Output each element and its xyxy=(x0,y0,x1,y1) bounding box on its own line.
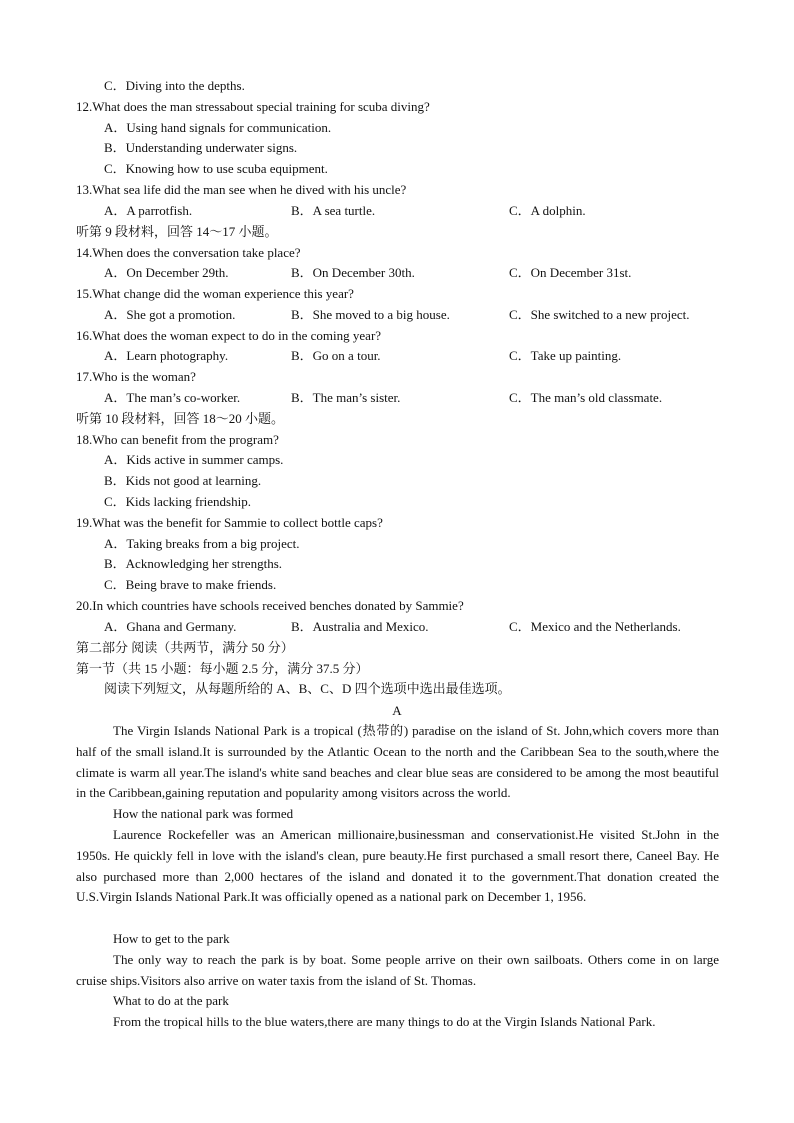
q12-option-c: C．Knowing how to use scuba equipment. xyxy=(104,161,328,176)
q11-option-c: C．Diving into the depths. xyxy=(104,78,245,93)
q12-option-a: A．Using hand signals for communication. xyxy=(104,120,332,135)
section-9-heading: 听第 9 段材料，回答 14～17 小题。 xyxy=(76,224,278,239)
q20-option-a: A．Ghana and Germany. xyxy=(104,619,237,634)
q16-option-a: A．Learn photography. xyxy=(104,348,229,363)
question-text: What change did the woman experience this year? xyxy=(92,286,354,301)
question-text: What does the man stressabout special training for scuba diving? xyxy=(92,99,430,114)
question-text: What does the woman expect to do in the coming year? xyxy=(92,328,382,343)
question-text: In which countries have schools received benches donated by Sammie? xyxy=(92,598,464,613)
q14-option-c: C．On December 31st. xyxy=(509,265,632,280)
passage-paragraph-1: The Virgin Islands National Park is a tropical (热带的) paradise on the island of St. John,which covers more than half of the small island.It is surrounded by the Atlantic Ocean to the north and the Caribbean Sea to the south,where the climate is warm all year.The island's white sand beaches and clear blue seas are considered to be among the most beautiful in the Caribbean,gaining reputation and popularity among visitors across the world. xyxy=(76,723,719,801)
question-number: 19. xyxy=(76,515,93,530)
q15-option-a: A．She got a promotion. xyxy=(104,307,236,322)
question-number: 14. xyxy=(76,245,93,260)
question-18 xyxy=(76,432,279,448)
q19-option-c: C．Being brave to make friends. xyxy=(104,577,277,592)
passage-subheading-what-to-do: What to do at the park xyxy=(113,993,229,1008)
passage-letter: A xyxy=(392,703,402,718)
question-15 xyxy=(76,286,354,302)
passage-subheading-formed: How the national park was formed xyxy=(113,806,294,821)
q19-option-a: A．Taking breaks from a big project. xyxy=(104,536,300,551)
question-text: Who can benefit from the program? xyxy=(92,432,279,447)
q18-option-c: C．Kids lacking friendship. xyxy=(104,494,251,509)
part-2-heading: 第二部分 阅读（共两节，满分 50 分） xyxy=(76,640,294,655)
question-text: What sea life did the man see when he dived with his uncle? xyxy=(92,182,407,197)
q14-option-a: A．On December 29th. xyxy=(104,265,229,280)
q18-option-a: A．Kids active in summer camps. xyxy=(104,452,284,467)
section-1-heading: 第一节（共 15 小题：每小题 2.5 分，满分 37.5 分） xyxy=(76,661,369,676)
section-10-heading: 听第 10 段材料，回答 18～20 小题。 xyxy=(76,411,285,426)
question-number: 12. xyxy=(76,99,93,114)
q20-option-b: B．Australia and Mexico. xyxy=(291,619,429,634)
question-text: When does the conversation take place? xyxy=(92,245,301,260)
q18-option-b: B．Kids not good at learning. xyxy=(104,473,262,488)
q15-option-c: C．She switched to a new project. xyxy=(509,307,690,322)
q17-option-c: C．The man’s old classmate. xyxy=(509,390,663,405)
passage-paragraph-3: The only way to reach the park is by boat. Some people arrive on their own sailboats. Others come in on large cruise ships.Visitors also arrive on water taxis from the island of St. Thomas. xyxy=(76,952,719,988)
reading-instruction: 阅读下列短文，从每题所给的 A、B、C、D 四个选项中选出最佳选项。 xyxy=(104,681,511,696)
q16-option-c: C．Take up painting. xyxy=(509,348,622,363)
question-13 xyxy=(76,182,406,198)
passage-paragraph-4: From the tropical hills to the blue waters,there are many things to do at the Virgin Islands National Park. xyxy=(113,1014,656,1029)
question-20 xyxy=(76,598,464,614)
question-14 xyxy=(76,245,301,261)
question-number: 16. xyxy=(76,328,93,343)
question-number: 13. xyxy=(76,182,93,197)
q17-option-b: B．The man’s sister. xyxy=(291,390,401,405)
q15-option-b: B．She moved to a big house. xyxy=(291,307,450,322)
q13-option-b: B．A sea turtle. xyxy=(291,203,376,218)
q17-option-a: A．The man’s co-worker. xyxy=(104,390,241,405)
question-number: 15. xyxy=(76,286,93,301)
q16-option-b: B．Go on a tour. xyxy=(291,348,381,363)
question-number: 17. xyxy=(76,369,93,384)
passage-subheading-get-to: How to get to the park xyxy=(113,931,230,946)
q13-option-c: C．A dolphin. xyxy=(509,203,586,218)
q19-option-b: B．Acknowledging her strengths. xyxy=(104,556,283,571)
question-12 xyxy=(76,99,430,115)
question-number: 20. xyxy=(76,598,93,613)
question-17 xyxy=(76,369,196,385)
q14-option-b: B．On December 30th. xyxy=(291,265,415,280)
q13-option-a: A．A parrotfish. xyxy=(104,203,193,218)
passage-paragraph-2: Laurence Rockefeller was an American millionaire,businessman and conservationist.He visited St.John in the 1950s. He quickly fell in love with the island's clean, pure beauty.He first purchased a small resort there, Caneel Bay. He also purchased more than 2,000 hectares of the island and donated it to the government.That donation created the U.S.Virgin Islands National Park.It was officially opened as a national park on December 1, 1956. xyxy=(76,827,719,905)
q20-option-c: C．Mexico and the Netherlands. xyxy=(509,619,681,634)
question-number: 18. xyxy=(76,432,93,447)
question-16 xyxy=(76,328,381,344)
question-text: What was the benefit for Sammie to collect bottle caps? xyxy=(92,515,383,530)
question-text: Who is the woman? xyxy=(92,369,196,384)
question-19 xyxy=(76,515,383,531)
q12-option-b: B．Understanding underwater signs. xyxy=(104,140,298,155)
